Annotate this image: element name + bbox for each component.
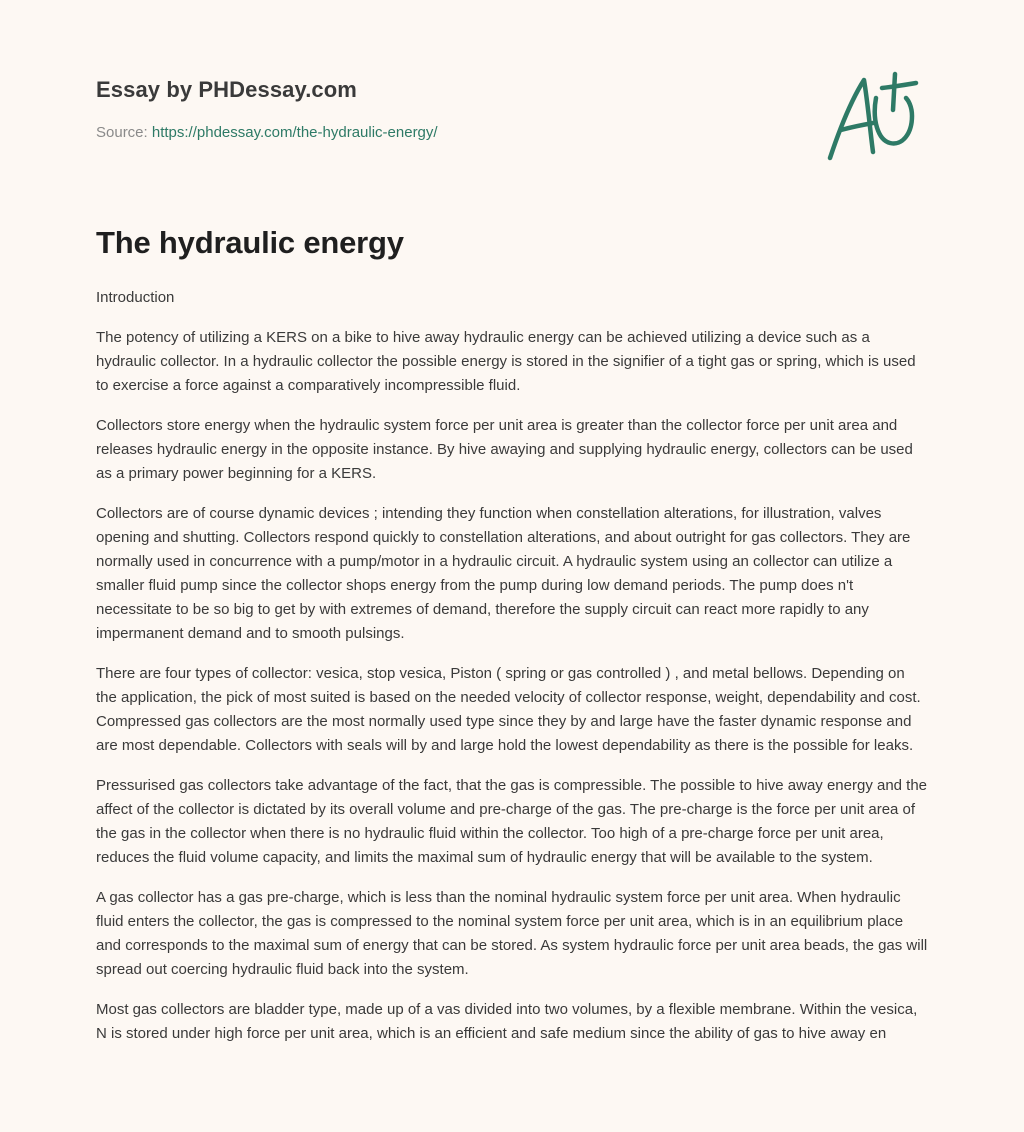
paragraph: Collectors store energy when the hydraulic system force per unit area is greater than the collector force per unit area and releases hydraulic energy in the opposite instance. By hive awaying and supplying hydraulic energy, collectors can be used as a primary power beginning for a KERS. bbox=[96, 417, 913, 482]
essay-title: The hydraulic energy bbox=[96, 225, 404, 260]
essay-body bbox=[96, 286, 928, 1062]
paragraph: There are four types of collector: vesica, stop vesica, Piston ( spring or gas controlled ) , and metal bellows. Depending on the application, the pick of most suited is based on the needed velocity of collector response, weight, dependability and cost. Compressed gas collectors are the most normally used type since they by and large have the faster dynamic response and are most dependable. Collectors with seals will by and large hold the lowest dependability as there is the possible for leaks. bbox=[96, 665, 921, 754]
paragraph: Pressurised gas collectors take advantage of the fact, that the gas is compressible. The possible to hive away energy and the affect of the collector is dictated by its overall volume and pre-charge of the gas. The pre-charge is the force per unit area of the gas in the collector when there is no hydraulic fluid within the collector. Too high of a pre-charge force per unit area, reduces the fluid volume capacity, and limits the maximal sum of hydraulic energy that will be available to the system. bbox=[96, 777, 928, 866]
paragraph: The potency of utilizing a KERS on a bike to hive away hydraulic energy can be achieved utilizing a device such as a hydraulic collector. In a hydraulic collector the possible energy is stored in the signifier of a tight gas or spring, which is used to exercise a force against a comparatively incompressible fluid. bbox=[96, 329, 916, 394]
paragraph: A gas collector has a gas pre-charge, which is less than the nominal hydraulic system force per unit area. When hydraulic fluid enters the collector, the gas is compressed to the nominal system force per unit area, which is in an equilibrium place and corresponds to the maximal sum of energy that can be stored. As system hydraulic force per unit area beads, the gas will spread out coercing hydraulic fluid back into the system. bbox=[96, 889, 928, 978]
paragraph: Collectors are of course dynamic devices ; intending they function when constellation alterations, for illustration, valves opening and shutting. Collectors respond quickly to constellation alterations, and about outright for gas collectors. They are normally used in concurrence with a pump/motor in a hydraulic circuit. A hydraulic system using an collector can utilize a smaller fluid pump since the collector shops energy from the pump during low demand periods. The pump does n't necessitate to be so big to get by with extremes of demand, therefore the supply circuit can react more rapidly to any impermanent demand and to smooth pulsings. bbox=[96, 505, 911, 642]
source-link[interactable]: https://phdessay.com/the-hydraulic-energy/ bbox=[151, 124, 438, 141]
source-label: Source: bbox=[96, 124, 148, 141]
a-plus-logo-icon bbox=[826, 68, 926, 164]
source-line bbox=[96, 124, 438, 141]
paragraph: Introduction bbox=[96, 289, 175, 306]
paragraph: Most gas collectors are bladder type, made up of a vas divided into two volumes, by a flexible membrane. Within the vesica, N is stored under high force per unit area, which is an efficient and safe medium since the ability of gas to hive away en bbox=[96, 1001, 918, 1042]
site-brand: Essay by PHDessay.com bbox=[96, 77, 357, 102]
